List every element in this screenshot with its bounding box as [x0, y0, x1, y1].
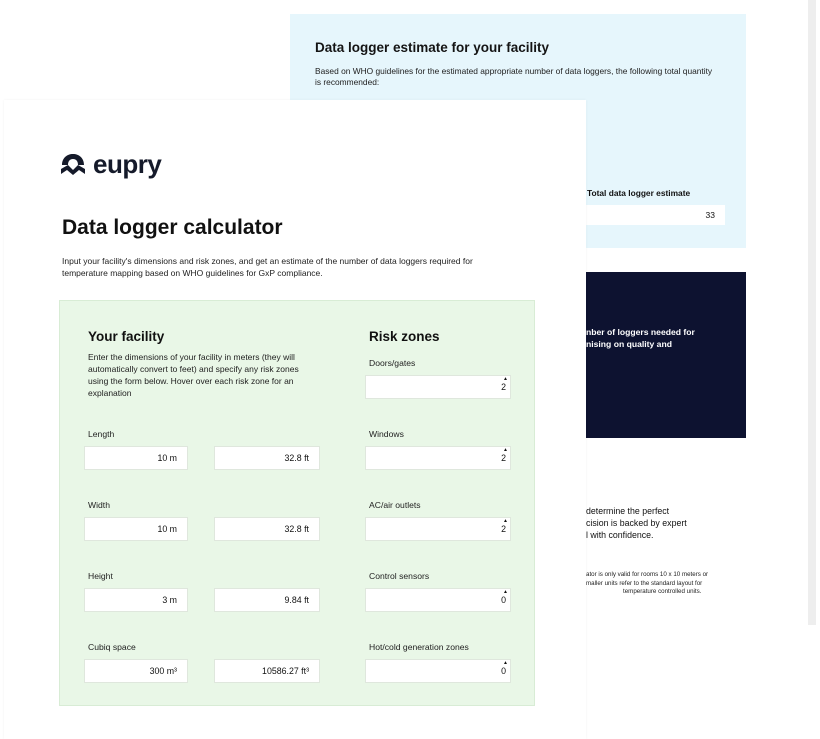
hot-cold-zones-value: 0: [501, 666, 506, 676]
eupry-logo[interactable]: [60, 149, 161, 179]
cubiq-space-feet-field: 10586.27 ft³: [214, 659, 320, 683]
page-description: Input your facility's dimensions and risk zones, and get an estimate of the number of data loggers required for temperature mapping based on WHO guidelines for GxP compliance.: [62, 256, 473, 278]
stepper-icon[interactable]: ▲: [503, 447, 508, 453]
info-text-line: nising on quality and: [586, 339, 672, 349]
height-label: Height: [88, 571, 113, 581]
eupry-logo-icon: [60, 152, 86, 176]
side-note-line: ator is only valid for rooms 10 x 10 meters or: [586, 571, 709, 578]
width-meters-input[interactable]: 10 m: [84, 517, 188, 541]
side-text-line: l with confidence.: [586, 530, 654, 540]
width-label: Width: [88, 500, 110, 510]
windows-label: Windows: [369, 429, 404, 439]
info-text: [586, 326, 736, 350]
stepper-icon[interactable]: ▲: [503, 518, 508, 524]
info-card: [586, 272, 746, 438]
control-sensors-label: Control sensors: [369, 571, 430, 581]
risk-zones-title: Risk zones: [369, 329, 440, 344]
facility-description: Enter the dimensions of your facility in meters (they will automatically convert to feet) and specify any risk zones using the form below. Hover over each risk zone for an explanation: [88, 352, 299, 398]
logo-text: eupry: [93, 148, 162, 179]
hot-cold-zones-label: Hot/cold generation zones: [369, 642, 469, 652]
control-sensors-value: 0: [501, 595, 506, 605]
height-meters-input[interactable]: 3 m: [84, 588, 188, 612]
width-feet-input[interactable]: 32.8 ft: [214, 517, 320, 541]
windows-value: 2: [501, 453, 506, 463]
estimate-title: Data logger estimate for your facility: [315, 40, 550, 55]
windows-input[interactable]: [365, 446, 511, 470]
doors-gates-value: 2: [501, 382, 506, 392]
hot-cold-zones-input[interactable]: [365, 659, 511, 683]
cubiq-space-meters-field: 300 m³: [84, 659, 188, 683]
side-text-line: cision is backed by expert: [586, 518, 687, 528]
side-note-line: maller units refer to the standard layout for: [586, 579, 703, 587]
facility-title: Your facility: [88, 329, 165, 344]
height-feet-input[interactable]: 9.84 ft: [214, 588, 320, 612]
page-title: Data logger calculator: [62, 216, 283, 239]
estimate-description: Based on WHO guidelines for the estimated appropriate number of data loggers, the following total quantity is recommended:: [315, 66, 713, 87]
ac-air-outlets-label: AC/air outlets: [369, 500, 421, 510]
stepper-icon[interactable]: ▲: [503, 376, 508, 382]
info-text-line: nber of loggers needed for: [586, 327, 695, 337]
estimate-total-field: 33: [586, 205, 725, 225]
side-note-line: temperature controlled units.: [623, 588, 702, 595]
side-text-line: determine the perfect: [586, 506, 670, 516]
ac-air-outlets-input[interactable]: [365, 517, 511, 541]
scrollbar[interactable]: [808, 0, 816, 625]
estimate-total-label: Total data logger estimate: [587, 188, 691, 198]
side-note: [586, 571, 746, 597]
length-feet-input[interactable]: 32.8 ft: [214, 446, 320, 470]
form-panel: [59, 300, 535, 706]
control-sensors-input[interactable]: [365, 588, 511, 612]
length-meters-input[interactable]: 10 m: [84, 446, 188, 470]
side-text: [586, 505, 756, 541]
stepper-icon[interactable]: ▲: [503, 660, 508, 666]
doors-gates-input[interactable]: [365, 375, 511, 399]
stepper-icon[interactable]: ▲: [503, 589, 508, 595]
cubiq-space-label: Cubiq space: [88, 642, 136, 652]
length-label: Length: [88, 429, 115, 439]
ac-air-outlets-value: 2: [501, 524, 506, 534]
calculator-card: [4, 100, 586, 739]
doors-gates-label: Doors/gates: [369, 358, 416, 368]
